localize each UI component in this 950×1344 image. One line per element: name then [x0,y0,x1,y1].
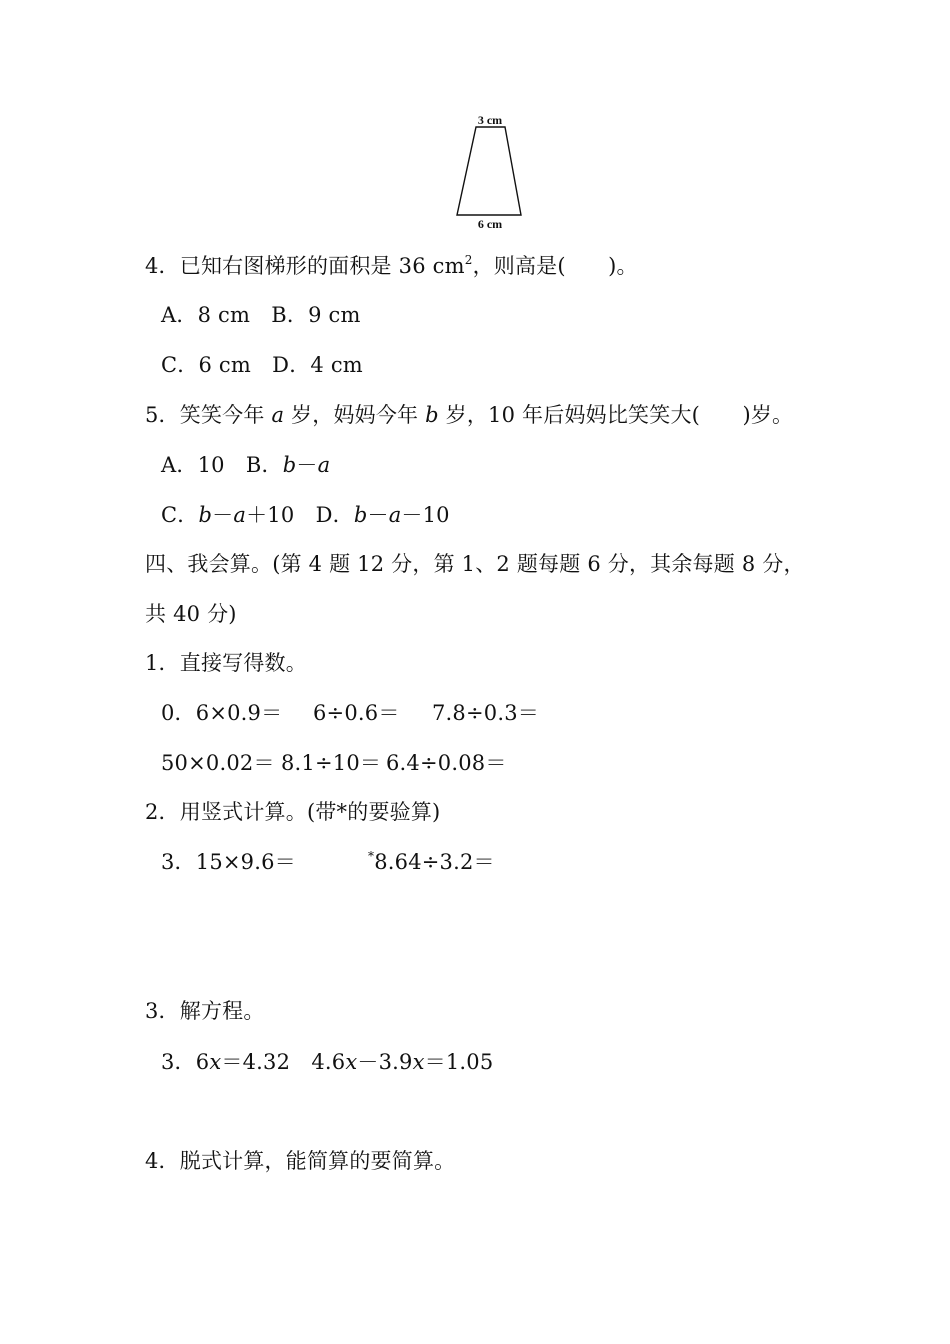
q4-stem [145,251,638,281]
q5-stem-part: 5．笑笑今年 [145,403,272,427]
p3-title: 3．解方程。 [145,999,265,1023]
q5-var-a: a [233,503,247,527]
p2-item-text: 8.64÷3.2＝ [374,850,495,874]
p1-item: 7.8÷0.3＝ [432,701,539,725]
p2-title: 2．用竖式计算。(带*的要验算) [145,800,441,824]
p1-item: 8.1÷10＝ [281,751,382,775]
q5-var-b: b [425,403,439,427]
q5-options-cd [161,500,450,530]
q4-superscript: 2 [464,253,473,267]
section4-heading: 四、我会算。(第 4 题 12 分，第 1、2 题每题 6 分，其余每题 8 分， [145,552,805,576]
p2-item: 3．15×9.6＝ [161,850,296,874]
q5-var-a: a [317,453,331,477]
verify-star: * [368,849,375,863]
p4-title: 4．脱式计算，能简算的要简算。 [145,1149,456,1173]
q5-stem-part: 岁，妈妈今年 [284,403,426,427]
q5-option-text: －10 [401,503,450,527]
p3-eq-part: 3．6 [161,1050,210,1074]
q5-stem-part: 岁，10 年后妈妈比笑笑大( )岁。 [438,403,794,427]
p3-eq-part: ＝4.32 4.6 [221,1050,346,1074]
q4-stem-tail: ，则高是( )。 [472,254,638,278]
q5-option-text: C． [161,503,199,527]
trapezoid-bottom-label: 6 cm [477,217,503,231]
p1-item: 50×0.02＝ [161,751,275,775]
p1-item: 6.4÷0.08＝ [386,751,507,775]
q5-var-a: a [271,403,285,427]
q5-var-b: b [282,453,297,477]
q5-option-text: － [296,453,318,477]
q4-options-cd: C．6 cm D．4 cm [161,353,363,377]
p1-item: 0．6×0.9＝ [161,701,283,725]
trapezoid-figure [450,110,530,232]
section4-heading-cont: 共 40 分) [145,602,237,626]
q5-option-text: ＋10 D． [246,503,354,527]
p3-var-x: x [345,1050,358,1074]
p3-equations [161,1047,493,1077]
q5-var-a: a [388,503,402,527]
trapezoid-shape [457,127,521,215]
q5-var-b: b [353,503,368,527]
p1-item: 6÷0.6＝ [313,701,400,725]
q5-option-text: A．10 B． [161,453,283,477]
q4-stem-text: 4．已知右图梯形的面积是 36 cm [145,254,465,278]
p3-var-x: x [209,1050,222,1074]
trapezoid-top-label: 3 cm [477,113,503,127]
q5-options-ab [161,450,330,480]
p3-eq-part: ＝1.05 [424,1050,494,1074]
p3-var-x: x [412,1050,425,1074]
p3-eq-part: －3.9 [357,1050,413,1074]
q5-stem [145,400,793,430]
q5-option-text: － [367,503,389,527]
p1-title: 1．直接写得数。 [145,651,307,675]
p2-item-starred [368,847,495,877]
q5-var-b: b [198,503,213,527]
q5-option-text: － [212,503,234,527]
q4-options-ab: A．8 cm B．9 cm [161,303,361,327]
